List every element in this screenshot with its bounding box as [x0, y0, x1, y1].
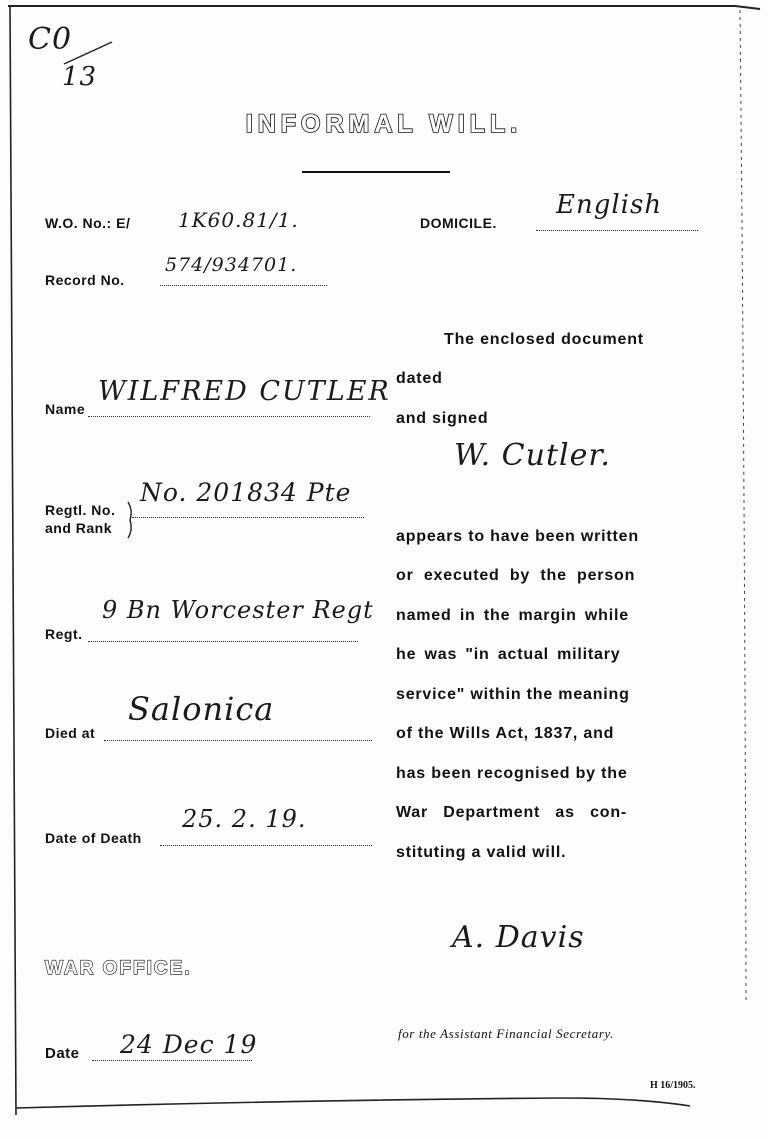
died-at-value: Salonica — [128, 690, 275, 728]
officer-signature: A. Davis — [452, 920, 585, 955]
statement-dated-label: dated — [396, 370, 443, 387]
regtl-no-label: Regtl. No. — [45, 502, 116, 518]
wo-no-label: W.O. No.: E/ — [45, 215, 131, 231]
statement-line: named in the margin while — [396, 607, 629, 624]
for-assistant-secretary: for the Assistant Financial Secretary. — [398, 1026, 614, 1041]
statement-heading: The enclosed document — [444, 331, 644, 348]
statement-line: stituting a valid will. — [396, 844, 567, 861]
regt-dotted-line — [88, 641, 358, 642]
regt-label: Regt. — [45, 626, 83, 642]
record-no-label: Record No. — [45, 272, 125, 288]
record-no-dotted-line — [160, 285, 327, 286]
statement-line: he was "in actual military — [396, 646, 621, 663]
office-date-dotted-line — [92, 1060, 252, 1061]
domicile-dotted-line — [536, 230, 698, 231]
statement-line: War Department as con- — [396, 804, 628, 821]
corner-note-top: C0 — [28, 22, 73, 57]
date-of-death-value: 25. 2. 19. — [182, 805, 307, 833]
record-no-value: 574/934701. — [165, 254, 298, 276]
died-at-dotted-line — [104, 740, 372, 741]
office-date-label: Date — [45, 1045, 80, 1062]
statement-line: service" within the meaning — [396, 686, 630, 703]
died-at-label: Died at — [45, 725, 96, 741]
domicile-value: English — [556, 190, 663, 220]
regt-value: 9 Bn Worcester Regt — [102, 596, 374, 624]
regtl-brace — [125, 500, 137, 540]
date-of-death-dotted-line — [160, 845, 372, 846]
wo-no-value: 1K60.81/1. — [178, 208, 299, 232]
office-date-value: 24 Dec 19 — [120, 1030, 258, 1059]
statement-signed-label: and signed — [396, 410, 489, 427]
name-value: WILFRED CUTLER — [98, 376, 391, 407]
rank-label: and Rank — [45, 520, 113, 536]
statement-line: has been recognised by the — [396, 765, 628, 782]
statement-line: appears to have been written — [396, 528, 639, 545]
form-number: H 16/1905. — [650, 1080, 696, 1091]
date-of-death-label: Date of Death — [45, 830, 142, 846]
statement-line: of the Wills Act, 1837, and — [396, 725, 615, 742]
war-office-label: WAR OFFICE. — [45, 958, 192, 979]
regtl-no-value: No. 201834 Pte — [140, 478, 352, 507]
statement-line: or executed by the person — [396, 567, 636, 584]
name-dotted-line — [88, 416, 370, 417]
testator-signature: W. Cutler. — [454, 438, 611, 473]
regtl-dotted-line — [132, 517, 364, 518]
domicile-label: DOMICILE. — [420, 215, 497, 231]
corner-note-bottom: 13 — [62, 62, 98, 92]
document-title: INFORMAL WILL. — [245, 110, 523, 138]
name-label: Name — [45, 401, 86, 417]
